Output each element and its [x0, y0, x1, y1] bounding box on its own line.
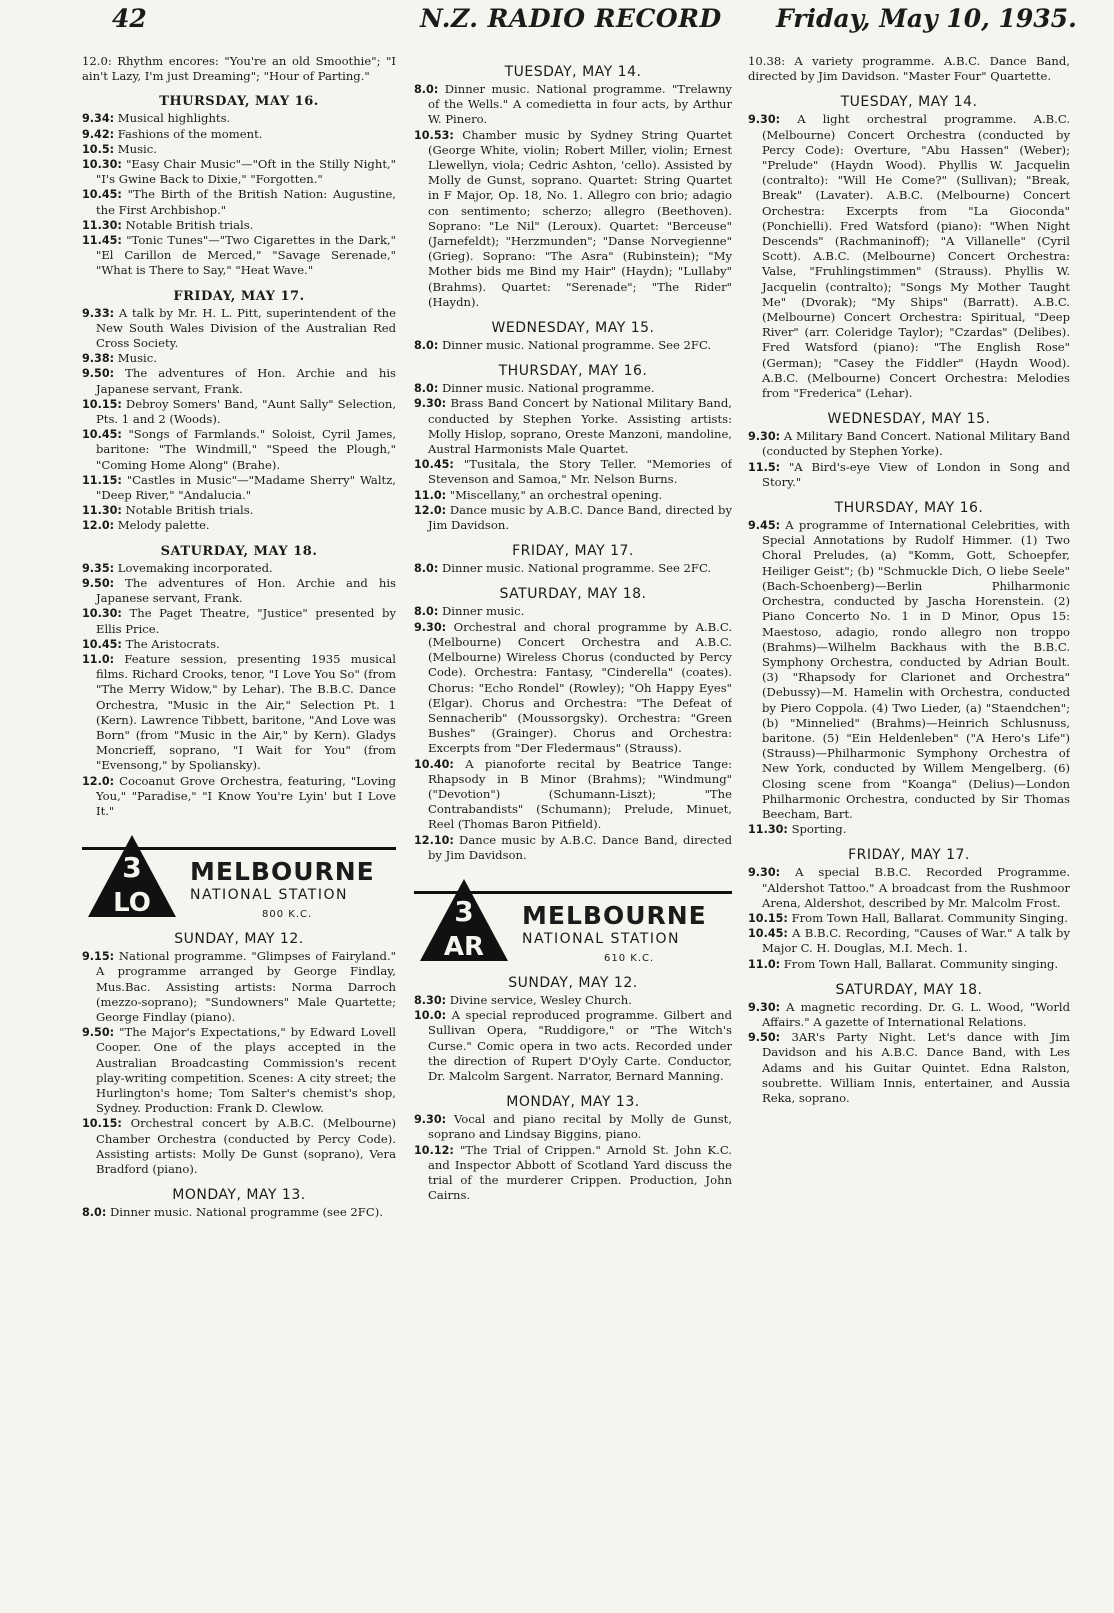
entry-time: 12.10:	[414, 833, 454, 847]
entry-text: Dinner music. National programme. See 2FC.	[441, 561, 712, 576]
entry-time: 11.0:	[414, 488, 447, 502]
station-banner-3ar	[414, 877, 732, 965]
entry-time: 10.45:	[82, 428, 122, 442]
programme-entry	[82, 518, 396, 533]
entry-time: 10.30:	[82, 158, 122, 172]
entry-text: Orchestral concert by A.B.C. (Melbourne) Chamber Orchestra (conducted by Percy Code). Assisting artists: Molly De Gunst (soprano), Vera Bradford (piano).	[96, 1116, 396, 1176]
entry-text: "The Trial of Crippen." Arnold St. John K.C. and Inspector Abbott of Scotland Yard discuss the trial of the murderer Crippen. Production, John Cairns.	[428, 1142, 732, 1203]
entry-time: 9.35:	[82, 561, 115, 575]
column-2	[414, 54, 732, 1599]
entry-time: 9.30:	[414, 620, 447, 634]
entry-time: 10.45:	[82, 188, 122, 202]
station-frequency: 800 K.C.	[262, 909, 313, 921]
programme-entry	[82, 127, 396, 142]
entry-text: Vocal and piano recital by Molly de Gunst, soprano and Lindsay Biggins, piano.	[428, 1112, 732, 1142]
entry-time: 10.45:	[82, 637, 122, 651]
programme-entry	[82, 473, 396, 503]
entry-text: Fashions of the moment.	[117, 126, 263, 141]
programme-entry	[748, 460, 1070, 490]
programme-entry	[82, 561, 396, 576]
entry-text: "Miscellany," an orchestral opening.	[449, 487, 663, 502]
entry-time: 8.0:	[414, 339, 439, 353]
programme-entry	[82, 774, 396, 820]
entry-text: A light orchestral programme. A.B.C. (Melbourne) Concert Orchestra (conducted by Percy Code): Overture, "Abu Hassen" (Weber); "Prelude" (Haydn Wood). Phyllis W. Jacquelin (contralto): "Will He Come?" (Sullivan); "Break, Break" (Lavater). A.B.C. (Melbourne) Concert Orchestra: Excerpts from "La Gioconda" (Ponchielli). Fred Watsford (piano): "When Night Descends" (Rachmaninoff); "A Villanelle" (Cyril Scott). A.B.C. (Melbourne) Concert Orchestra: Valse, "Fruhlingstimmen" (Strauss). Phyllis W. Jacquelin (contralto); "Songs My Mother Taught Me" (Dvorak); "My Ships" (Barratt). A.B.C. (Melbourne) Concert Orchestra: Spiritual, "Deep River" (arr. Coleridge Taylor); "Czardas" (Delibes). Fred Watsford (piano): "The English Rose" (German); "Casey the Fiddler" (Haydn Wood). A.B.C. (Melbourne) Concert Orchestra: Melodies from "Frederica" (Lehar).	[762, 112, 1070, 401]
station-city: MELBOURNE	[190, 857, 375, 887]
entry-text: Orchestral and choral programme by A.B.C. (Melbourne) Concert Orchestra and A.B.C. (Melbourne) Wireless Chorus (conducted by Percy Code). Orchestra: Fantasy, "Cinderella" (coates). Chorus: "Echo Rondel" (Rowley); "Oh Happy Eyes" (Elgar). Chorus and Orchestra: "The Defeat of Sennacherib" (Moussorgsky). Orchestra: "Green Bushes" (Grainger). Chorus and Orchestra: Excerpts from "Der Fledermaus" (Strauss).	[428, 619, 732, 756]
programme-entry	[414, 396, 732, 457]
day-heading: SATURDAY, MAY 18.	[499, 586, 647, 603]
schedule-block	[414, 64, 732, 863]
entry-text: The Paget Theatre, "Justice" presented by Ellis Price.	[96, 606, 396, 636]
programme-entry	[82, 503, 396, 518]
programme-entry	[414, 1008, 732, 1084]
entry-text: A programme of International Celebrities, with Special Annotations by Rudolf Himmer. (1) Two Choral Preludes, (a) "Komm, Gott, Schoepfer, Heiliger Geist"; (b) "Schmuckle Dich, O liebe Seele" (Bach-Schoenberg)—Berlin Philharmonic Orchestra, conducted by Jascha Horenstein. (2) Piano Concerto No. 1 in D Minor, Opus 15: Maestoso, adagio, rondo allegro non troppo (Brahms)—Wilhelm Backhaus with the B.B.C. Symphony Orchestra, conducted by Adrian Boult. (3) "Rhapsody for Clarionet and Orchestra" (Debussy)—M. Hamelin with Orchestra, conducted by Piero Coppola. (4) Two Lieder, (a) "Staendchen"; (b) "Minnelied" (Brahms)—Heinrich Schlusnuss, baritone. (5) "Ein Heldenleben" ("A Hero's Life") (Strauss)—Philharmonic Symphony Orchestra of New York, conducted by Willem Mengelberg. (6) Closing scene from "Koanga" (Delius)—London Philharmonic Orchestra, conducted by Sir Thomas Beecham, Bart.	[762, 518, 1070, 821]
entry-time: 12.0:	[414, 503, 447, 517]
entry-time: 8.0:	[82, 1206, 107, 1220]
day-heading: TUESDAY, MAY 14.	[840, 94, 978, 111]
issue-date: Friday, May 10, 1935.	[776, 4, 1077, 33]
programme-entry	[414, 128, 732, 310]
programme-entry	[748, 911, 1070, 926]
entry-text: The adventures of Hon. Archie and his Japanese servant, Frank.	[96, 366, 396, 396]
programme-entry	[748, 112, 1070, 401]
entry-time: 9.34:	[82, 112, 115, 126]
entry-text: Dance music by A.B.C. Dance Band, directed by Jim Davidson.	[428, 832, 732, 862]
entry-text: Divine service, Wesley Church.	[449, 992, 632, 1007]
entry-time: 9.50:	[82, 1026, 115, 1040]
entry-time: 10.0:	[414, 1009, 447, 1023]
entry-time: 11.30:	[82, 504, 122, 518]
day-heading: SUNDAY, MAY 12.	[174, 931, 304, 948]
entry-time: 9.50:	[82, 367, 115, 381]
day-heading: SUNDAY, MAY 12.	[508, 974, 638, 991]
programme-entry	[82, 233, 396, 279]
entry-time: 9.33:	[82, 306, 115, 320]
entry-time: 8.0:	[414, 605, 439, 619]
entry-text: Dance music by A.B.C. Dance Band, directed by Jim Davidson.	[428, 502, 732, 533]
entry-time: 10.40:	[414, 757, 454, 771]
programme-entry	[82, 397, 396, 427]
entry-time: 8.0:	[414, 382, 439, 396]
programme-entry	[414, 1143, 732, 1204]
day-heading: MONDAY, MAY 13.	[172, 1187, 306, 1204]
column-top-continuation: 12.0: Rhythm encores: "You're an old Smoothie"; "I ain't Lazy, I'm just Dreaming"; "Hour of Parting."	[82, 54, 396, 84]
entry-text: Melody palette.	[117, 518, 210, 533]
programme-entry	[748, 1030, 1070, 1106]
programme-entry	[748, 865, 1070, 911]
programme-entry	[82, 1116, 396, 1177]
entry-time: 11.5:	[748, 460, 781, 474]
programme-entry	[748, 957, 1070, 972]
programme-entry	[82, 366, 396, 396]
page-header	[0, 0, 1114, 44]
programme-entry	[82, 576, 396, 606]
entry-time: 8.0:	[414, 83, 439, 96]
entry-text: Dinner music. National programme. See 2FC.	[441, 338, 712, 353]
programme-entry	[414, 82, 732, 128]
column-top-continuation: 10.38: A variety programme. A.B.C. Dance Band, directed by Jim Davidson. "Master Four" Quartette.	[748, 54, 1070, 84]
entry-text: Dinner music. National programme (see 2FC).	[109, 1205, 383, 1220]
programme-entry	[414, 488, 732, 503]
programme-entry	[82, 1025, 396, 1116]
entry-time: 9.42:	[82, 127, 115, 141]
entry-text: From Town Hall, Ballarat. Community Singing.	[791, 910, 1068, 925]
programme-entry	[82, 949, 396, 1025]
entry-time: 9.30:	[748, 113, 781, 127]
entry-time: 11.30:	[748, 823, 788, 837]
day-heading: TUESDAY, MAY 14.	[504, 64, 642, 80]
programme-entry	[414, 604, 732, 619]
entry-text: Cocoanut Grove Orchestra, featuring, "Loving You," "Paradise," "I Know You're Lyin' but I Love It."	[96, 773, 396, 818]
day-heading: WEDNESDAY, MAY 15.	[827, 411, 991, 428]
programme-entry	[748, 518, 1070, 822]
station-city: MELBOURNE	[522, 900, 707, 930]
entry-time: 9.30:	[414, 1113, 447, 1127]
entry-time: 11.0:	[748, 957, 781, 971]
programme-entry	[82, 142, 396, 157]
entry-text: "Castles in Music"—"Madame Sherry" Waltz, "Deep River," "Andalucia."	[96, 472, 396, 503]
programme-entry	[82, 111, 396, 126]
day-heading: THURSDAY, MAY 16.	[498, 363, 648, 380]
station-badge-icon	[86, 833, 178, 919]
entry-text: A B.B.C. Recording, "Causes of War." A talk by Major C. H. Douglas, M.I. Mech. 1.	[762, 926, 1070, 956]
day-heading: THURSDAY, MAY 16.	[834, 500, 984, 517]
entry-text: "The Major's Expectations," by Edward Lovell Cooper. One of the plays accepted in the Australian Broadcasting Commission's recent play-writing competition. Scenes: A city street; the Hurlington's home; Tom Salter's chemist's shop, Sydney. Production: Frank D. Clewlow.	[96, 1025, 396, 1116]
entry-time: 9.38:	[82, 352, 115, 366]
entry-text: The adventures of Hon. Archie and his Japanese servant, Frank.	[96, 575, 396, 606]
entry-time: 10.30:	[82, 607, 122, 621]
entry-time: 11.45:	[82, 234, 122, 248]
entry-time: 9.30:	[748, 1000, 781, 1014]
entry-time: 8.0:	[414, 562, 439, 576]
page-number: 42	[112, 4, 147, 33]
entry-time: 10.15:	[82, 1117, 122, 1131]
entry-time: 11.0:	[82, 652, 115, 666]
entry-time: 8.30:	[414, 993, 447, 1007]
entry-time: 9.50:	[82, 576, 115, 590]
day-heading: FRIDAY, MAY 17.	[173, 288, 305, 304]
entry-text: A special B.B.C. Recorded Programme. "Aldershot Tattoo." A broadcast from the Rushmoor Arena, Aldershot, described by Mr. Malcolm Frost.	[762, 865, 1070, 910]
programme-entry	[414, 757, 732, 833]
station-banner-3lo	[82, 833, 396, 921]
entry-time: 11.30:	[82, 218, 122, 232]
programme-entry	[82, 652, 396, 774]
programme-entry	[82, 351, 396, 366]
day-heading: FRIDAY, MAY 17.	[512, 543, 634, 560]
badge-call-bottom: AR	[443, 931, 485, 962]
programme-entry	[414, 561, 732, 576]
entry-text: Dinner music. National programme.	[441, 381, 655, 396]
entry-time: 12.0:	[82, 519, 115, 533]
entry-text: A talk by Mr. H. L. Pitt, superintendent of the New South Wales Division of the Australian Red Cross Society.	[96, 305, 396, 351]
programme-entry	[414, 993, 732, 1008]
badge-call-top: 3	[122, 851, 142, 885]
programme-entry	[414, 833, 732, 863]
entry-time: 10.53:	[414, 128, 454, 142]
station-badge-icon	[418, 877, 510, 963]
programme-entry	[748, 926, 1070, 956]
entry-text: "A Bird's-eye View of London in Song and Story."	[762, 459, 1070, 489]
day-heading: MONDAY, MAY 13.	[506, 1094, 640, 1111]
entry-time: 12.0:	[82, 774, 115, 788]
schedule-block	[414, 975, 732, 1203]
programme-entry	[748, 429, 1070, 459]
programme-entry	[414, 620, 732, 757]
entry-text: A special reproduced programme. Gilbert and Sullivan Opera, "Ruddigore," or "The Witch's Curse." Comic opera in two acts. Recorded under the direction of Rupert D'Oyly Carte. Conductor, Dr. Malcolm Sargent. Narrator, Bernard Manning.	[428, 1008, 732, 1083]
entry-time: 9.15:	[82, 950, 115, 964]
entry-text: "The Birth of the British Nation: Augustine, the First Archbishop."	[96, 187, 396, 217]
programme-entry	[414, 381, 732, 396]
entry-time: 9.45:	[748, 519, 781, 533]
programme-entry	[82, 637, 396, 652]
entry-text: Feature session, presenting 1935 musical films. Richard Crooks, tenor, "I Love You So" (from "The Merry Widow," by Lehar). The B.B.C. Dance Orchestra, "Music in the Air," Selection Pt. 1 (Kern). Lawrence Tibbett, baritone, "And Love was Born" (from "Music in the Air," by Kern). Gladys Moncrieff, soprano, "I Wait for You" (from "Evensong," by Spoliansky).	[96, 651, 396, 773]
entry-text: A magnetic recording. Dr. G. L. Wood, "World Affairs." A gazette of International Relations.	[762, 999, 1070, 1029]
station-frequency: 610 K.C.	[604, 952, 655, 964]
entry-text: Debroy Somers' Band, "Aunt Sally" Selection, Pts. 1 and 2 (Woods).	[96, 396, 396, 427]
programme-entry	[414, 457, 732, 487]
programme-entry	[82, 306, 396, 352]
entry-text: Dinner music. National programme. "Trelawny of the Wells." A comedietta in four acts, by Arthur W. Pinero.	[428, 82, 732, 127]
entry-text: "Songs of Farmlands." Soloist, Cyril James, baritone: "The Windmill," "Speed the Plough," "Coming Home Along" (Brahe).	[96, 427, 396, 472]
entry-text: A pianoforte recital by Beatrice Tange: Rhapsody in B Minor (Brahms); "Windmung" ("Devotion") (Schumann-Liszt); "The Contrabandists" (Schumann); Prelude, Minuet, Reel (Thomas Baron Pitfield).	[428, 756, 732, 832]
entry-time: 10.12:	[414, 1143, 454, 1157]
day-heading: SATURDAY, MAY 18.	[835, 981, 983, 998]
programme-entry	[82, 157, 396, 187]
entry-text: "Tonic Tunes"—"Two Cigarettes in the Dark," "El Carillon de Merced," "Savage Serenade," "What is There to Say," "Heat Wave."	[96, 233, 396, 278]
programme-entry	[748, 822, 1070, 837]
entry-time: 10.5:	[82, 142, 115, 156]
entry-time: 9.30:	[748, 430, 781, 444]
entry-text: Chamber music by Sydney String Quartet (George White, violin; Robert Miller, violin; Ernest Llewellyn, viola; Cedric Ashton, 'cello). Assisted by Molly de Gunst, soprano. Quartet: String Quartet in F Major, Op. 18, No. 1. Allegro con brio; adagio con sentimento; scherzo; allegro (Beethoven). Soprano: "Le Nil" (Leroux). Quartet: "Berceuse" (Jarnefeldt); "Herzmunden"; "Danse Norvegienne" (Grieg). Soprano: "The Asra" (Rubinstein); "My Mother bids me Bind my Hair" (Haydn); "Lullaby" (Brahms). Quartet: "Serenade"; "The Rider" (Haydn).	[428, 127, 732, 309]
badge-call-top: 3	[454, 894, 474, 928]
programme-entry	[82, 427, 396, 473]
badge-call-bottom: LO	[113, 888, 151, 919]
entry-time: 10.15:	[748, 911, 788, 925]
entry-text: A Military Band Concert. National Military Band (conducted by Stephen Yorke).	[762, 429, 1070, 459]
entry-text: Lovemaking incorporated.	[117, 560, 273, 575]
entry-text: Musical highlights.	[117, 111, 231, 126]
entry-text: Brass Band Concert by National Military Band, conducted by Stephen Yorke. Assisting artists: Molly Hislop, soprano, Oreste Manzoni, mandoline, Austral Harmonists Male Quartet.	[428, 396, 732, 457]
day-heading: WEDNESDAY, MAY 15.	[491, 320, 655, 337]
entry-text: Notable British trials.	[125, 217, 254, 232]
entry-time: 10.45:	[748, 927, 788, 941]
entry-text: 3AR's Party Night. Let's dance with Jim Davidson and his A.B.C. Dance Band, with Les Adams and his Guitar Quintet. Edna Ralston, soubrette. William Innis, entertainer, and Aussia Reka, soprano.	[762, 1030, 1070, 1105]
programme-entry	[82, 1205, 396, 1220]
station-subtitle: NATIONAL STATION	[190, 887, 348, 904]
station-subtitle: NATIONAL STATION	[522, 930, 680, 947]
entry-text: Sporting.	[791, 822, 847, 837]
programme-entry	[748, 1000, 1070, 1030]
entry-text: Dinner music.	[441, 604, 525, 619]
entry-time: 9.50:	[748, 1031, 781, 1045]
day-heading: THURSDAY, MAY 16.	[159, 94, 319, 110]
schedule-block	[82, 94, 396, 819]
entry-text: "Easy Chair Music"—"Oft in the Stilly Night," "I's Gwine Back to Dixie," "Forgotten."	[96, 157, 396, 187]
column-3	[748, 54, 1070, 1599]
entry-text: The Aristocrats.	[125, 636, 220, 651]
schedule-block	[82, 931, 396, 1220]
entry-text: Music.	[117, 351, 157, 366]
programme-entry	[414, 1112, 732, 1142]
programme-entry	[82, 187, 396, 217]
day-heading: FRIDAY, MAY 17.	[848, 847, 970, 864]
entry-time: 9.30:	[414, 397, 447, 411]
entry-text: "Tusitala, the Story Teller. "Memories of Stevenson and Samoa," Mr. Nelson Burns.	[428, 457, 732, 487]
entry-text: Music.	[117, 141, 157, 156]
entry-time: 10.15:	[82, 397, 122, 411]
programme-entry	[414, 338, 732, 353]
entry-time: 9.30:	[748, 866, 781, 880]
entry-text: National programme. "Glimpses of Fairyland." A programme arranged by George Findlay, Mus.Bac. Assisting artists: Norma Darroch (mezzo-soprano); "Sundowners" Male Quartette; George Findlay (piano).	[96, 949, 396, 1024]
day-heading: SATURDAY, MAY 18.	[160, 543, 318, 559]
entry-text: Notable British trials.	[125, 503, 254, 518]
entry-text: From Town Hall, Ballarat. Community singing.	[783, 956, 1059, 971]
entry-time: 10.45:	[414, 458, 454, 472]
schedule-block	[748, 94, 1070, 1106]
programme-entry	[82, 606, 396, 636]
programme-entry	[82, 218, 396, 233]
programme-entry	[414, 503, 732, 533]
column-1	[82, 54, 396, 1599]
entry-time: 11.15:	[82, 473, 122, 487]
publication-title: N.Z. RADIO RECORD	[420, 4, 722, 33]
